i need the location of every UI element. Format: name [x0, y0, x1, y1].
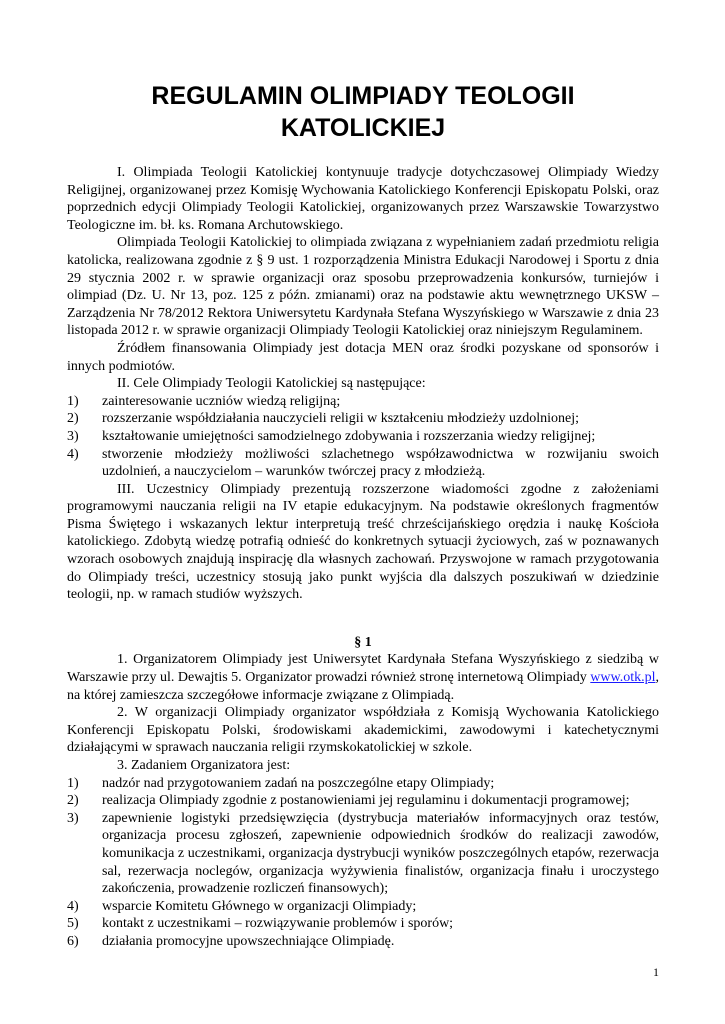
section-1-paragraph-3: 3. Zadaniem Organizatora jest: [117, 758, 291, 773]
title-line-1: REGULAMIN OLIMPIADY TEOLOGII [151, 82, 575, 110]
document-body [67, 164, 659, 951]
section-1-paragraph-1: 1. Organizatorem Olimpiady jest Uniwersytet Kardynała Stefana Wyszyńskiego z siedzibą w Warszawie przy ul. Dewajtis 5. Organizator prowadzi również stronę internetową Olimpiady www.otk.pl, na której zamieszcza szczegółowe informacje związane z Olimpiadą. [67, 652, 659, 703]
list-item: 4) wsparcie Komitetu Głównego w organizacji Olimpiady; [67, 898, 417, 914]
list-item: 2) realizacja Olimpiady zgodnie z postanowieniami jej regulaminu i dokumentacji programowej; [67, 793, 630, 809]
list-item: 2) rozszerzanie współdziałania nauczycieli religii w kształceniu młodzieży uzdolnionej; [67, 411, 579, 427]
intro-paragraph-5: III. Uczestnicy Olimpiady prezentują rozszerzone wiadomości zgodne z założeniami programowymi nauczania religii na IV etapie edukacyjnym. Na podstawie określonych fragmentów Pisma Świętego i wskazanych lektur interpretują treść chrześcijańskiego orędzia i naukę Kościoła katolickiego. Zdobytą wiedzę potrafią odnieść do konkretnych sytuacji życiowych, zaś w poznawanych wzorach osobowych znajdują inspirację dla własnych zachowań. Przyswojone w ramach przygotowania do Olimpiady treści, uczestnicy stosują jako punkt wyjścia dla dalszych poszukiwań w dziedzinie teologii, np. w ramach studiów wyższych. [67, 481, 659, 603]
list-item: 6) działania promocyjne upowszechniające Olimpiadę. [67, 933, 395, 949]
page-number: 1 [653, 965, 659, 979]
website-link[interactable]: www.otk.pl [590, 670, 656, 686]
title-line-2: KATOLICKIEJ [280, 114, 446, 142]
goals-list [67, 393, 659, 481]
document-title [67, 80, 659, 144]
section-1-heading: § 1 [354, 634, 372, 650]
list-item: 1) nadzór nad przygotowaniem zadań na poszczególne etapy Olimpiady; [67, 775, 495, 791]
list-item: 3) zapewnienie logistyki przedsięwzięcia (dystrybucja materiałów informacyjnych oraz testów, organizacja procesu zgłoszeń, zapewnienie odpowiednich środków do realizacji zawodów, komunikacja z uczestnikami, organizacja dystrybucji wyników poszczególnych etapów, rezerwacja sal, rezerwacja noclegów, organizacja wyżywienia finalistów, organizacja finału i uroczystego zakończenia, prowadzenie rozliczeń finansowych); [67, 810, 659, 897]
tasks-list [67, 775, 659, 951]
goals-heading: II. Cele Olimpiady Teologii Katolickiej są następujące: [117, 376, 426, 392]
list-item: 4) stworzenie młodzieży możliwości szlachetnego współzawodnictwa w rozwijaniu swoich uzdolnień, a nauczycielom – warunków twórczej pracy z młodzieżą. [67, 446, 659, 480]
list-item: 1) zainteresowanie uczniów wiedzą religijną; [67, 393, 341, 409]
intro-paragraph-2: Olimpiada Teologii Katolickiej to olimpiada związana z wypełnianiem zadań przedmiotu religia katolicka, realizowana zgodnie z § 9 ust. 1 rozporządzenia Ministra Edukacji Narodowej i Sportu z dnia 29 stycznia 2002 r. w sprawie organizacji oraz sposobu przeprowadzenia konkursów, turniejów i olimpiad (Dz. U. Nr 13, poz. 125 z późn. zmianami) oraz na podstawie aktu wewnętrznego UKSW – Zarządzenia Nr 78/2012 Rektora Uniwersytetu Kardynała Stefana Wyszyńskiego w Warszawie z dnia 23 listopada 2012 r. w sprawie organizacji Olimpiady Teologii Katolickiej oraz niniejszym Regulaminem. [67, 235, 659, 339]
intro-paragraph-3: Źródłem finansowania Olimpiady jest dotacja MEN oraz środki pozyskane od sponsorów i innych podmiotów. [67, 340, 659, 374]
section-1-paragraph-2: 2. W organizacji Olimpiady organizator współdziała z Komisją Wychowania Katolickiego Konferencji Episkopatu Polski, środowiskami akademickimi, zawodowymi i katechetycznymi działającymi w sprawach nauczania religii rzymskokatolickiej w szkole. [67, 705, 659, 756]
list-item: 5) kontakt z uczestnikami – rozwiązywanie problemów i sporów; [67, 916, 454, 932]
list-item: 3) kształtowanie umiejętności samodzielnego zdobywania i rozszerzania wiedzy religijnej; [67, 428, 596, 444]
intro-paragraph-1: I. Olimpiada Teologii Katolickiej kontynuuje tradycje dotychczasowej Olimpiady Wiedzy Religijnej, organizowanej przez Komisję Wychowania Katolickiego Konferencji Episkopatu Polski, oraz poprzednich edycji Olimpiady Teologii Katolickiej, organizowanych przez Warszawskie Towarzystwo Teologiczne im. bł. ks. Romana Archutowskiego. [67, 165, 659, 233]
